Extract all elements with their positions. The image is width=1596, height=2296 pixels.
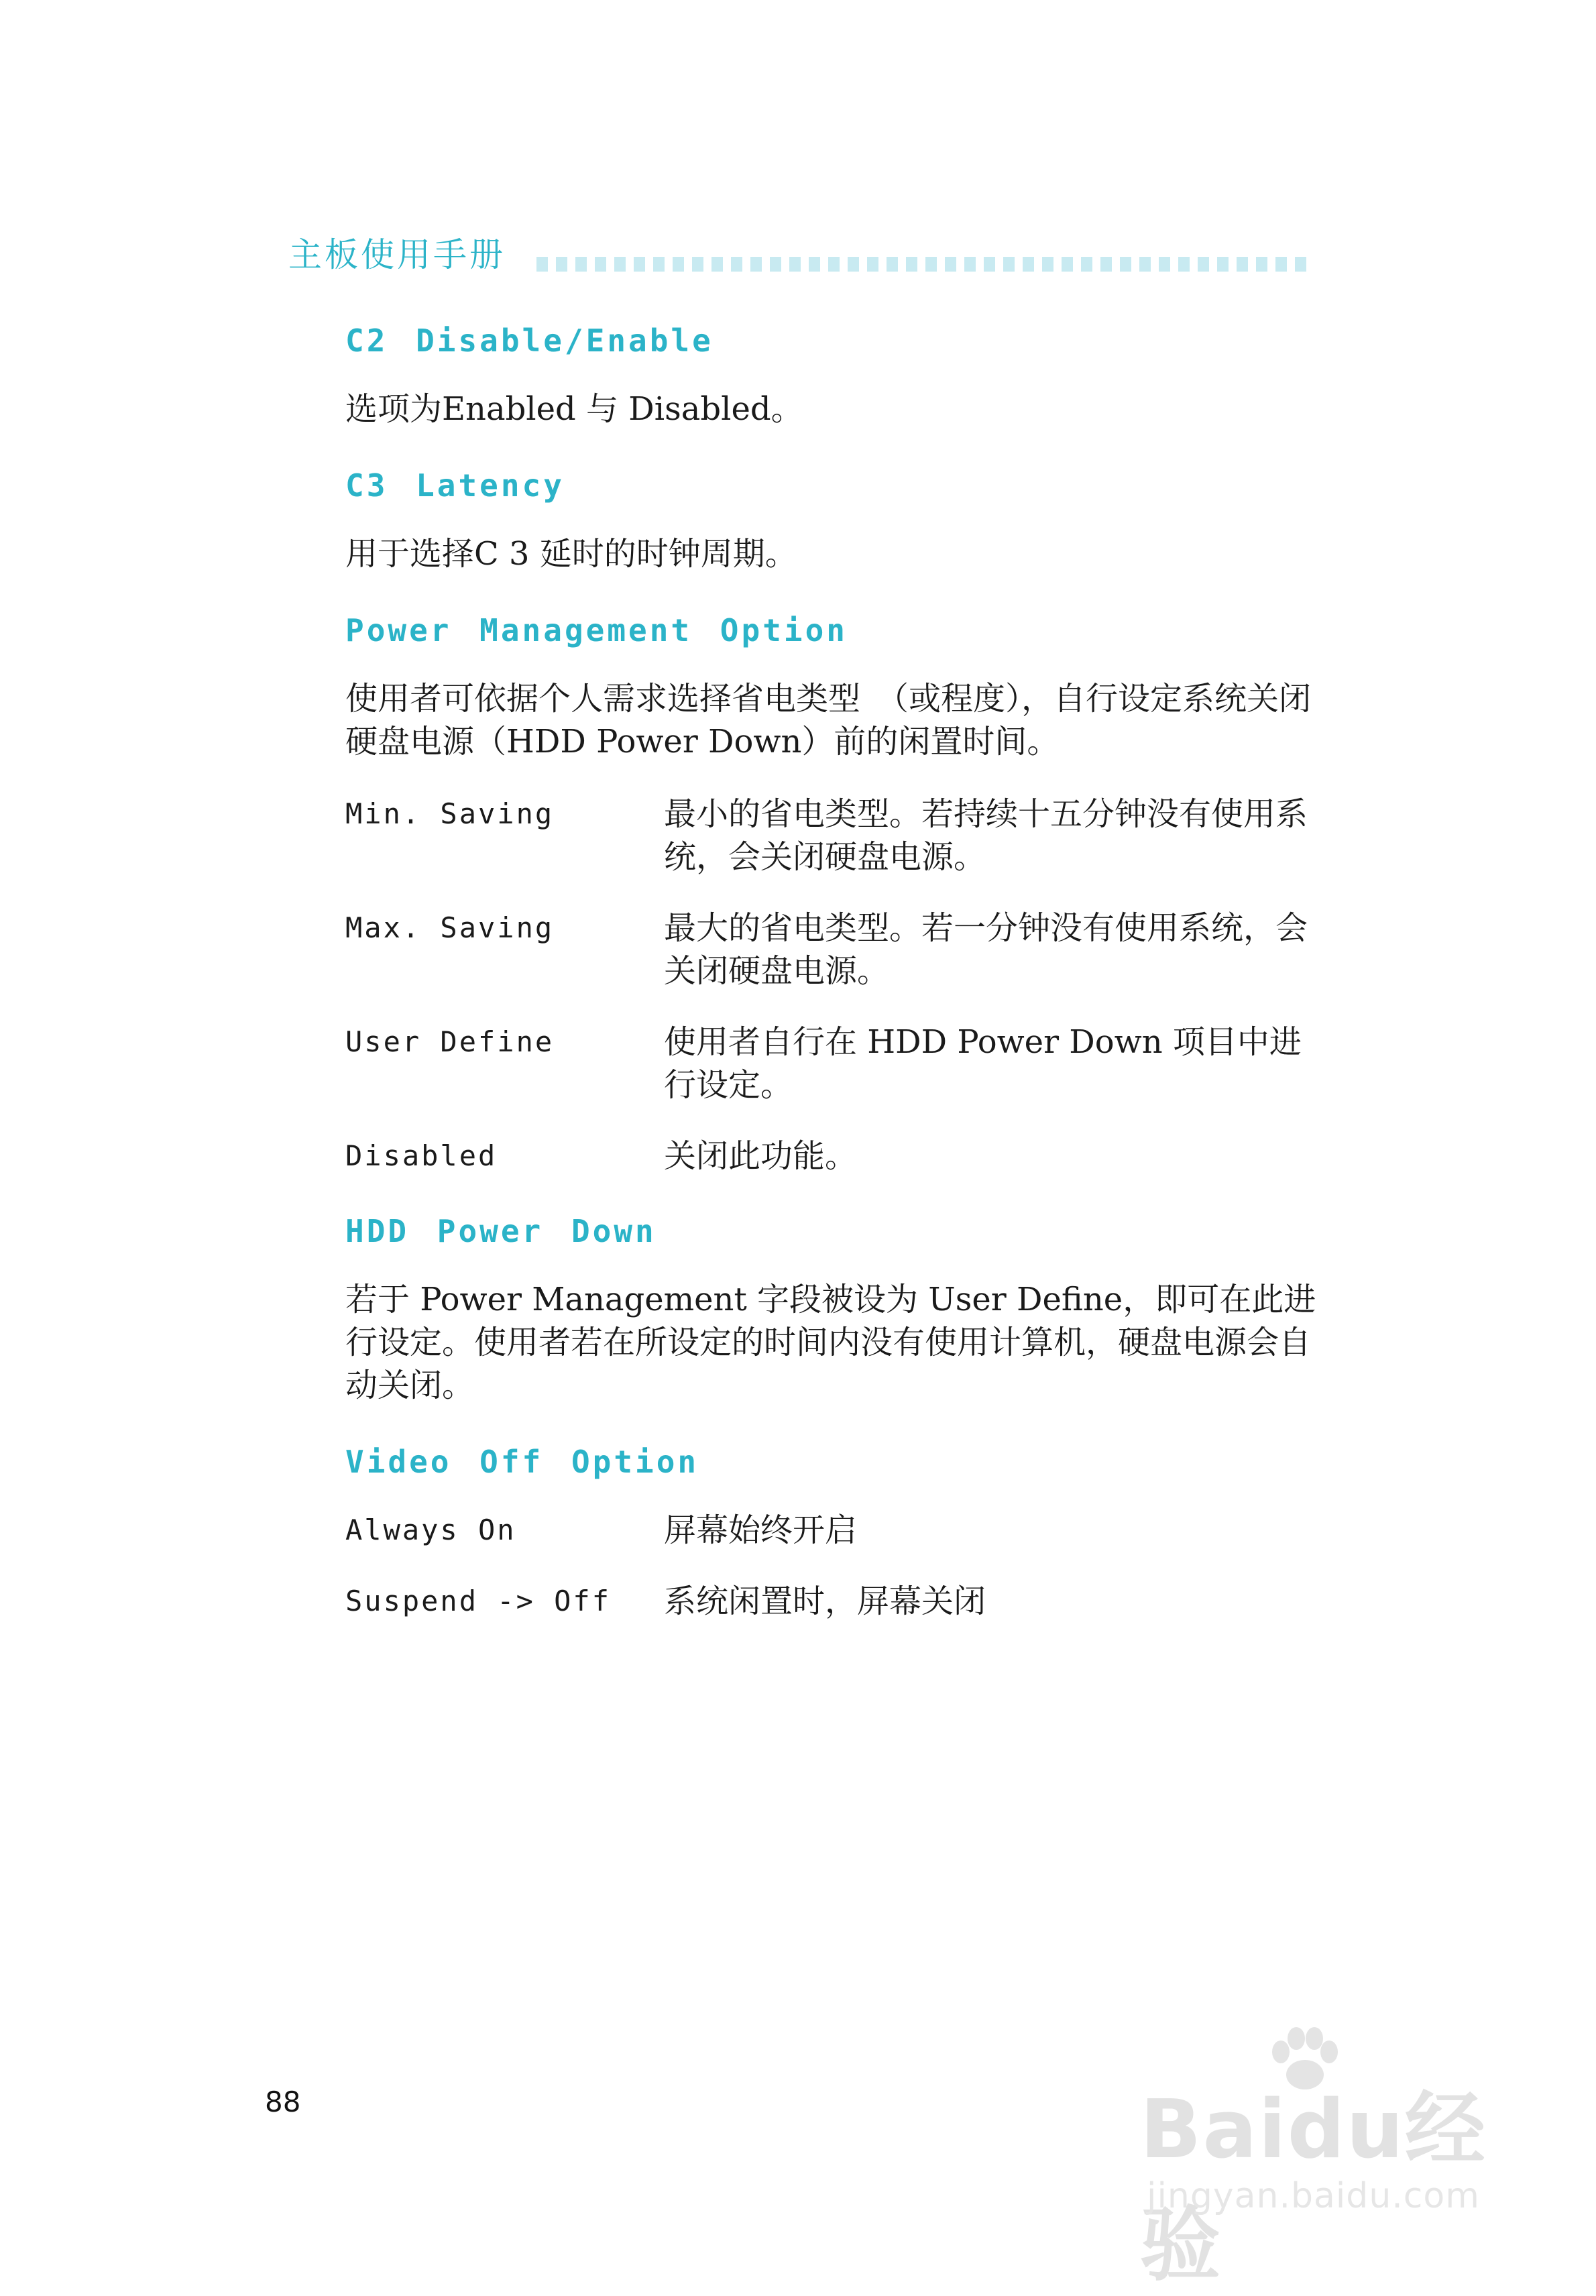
section-heading: HDD Power Down [345,1213,657,1249]
section-heading: C2 Disable/Enable [345,323,714,359]
watermark-url: jingyan.baidu.com [1147,2176,1480,2216]
section-paragraph: 若于 Power Management 字段被设为 User Define，即可在此进行设定。使用者若在所设定的时间内没有使用计算机，硬盘电源会自动关闭。 [345,1281,1316,1404]
option-term: Min. Saving [345,797,555,830]
baidu-watermark [1133,2025,1509,2292]
option-term: Always On [345,1513,516,1546]
option-row [345,1580,1318,1623]
option-desc: 最小的省电类型。若持续十五分钟没有使用系统，会关闭硬盘电源。 [664,795,1308,876]
option-term: Max. Saving [345,911,555,944]
watermark-logo: Baidu经验 [1140,2083,1487,2292]
option-desc: 系统闲置时，屏幕关闭 [664,1583,986,1620]
header-dotted-rule [536,257,1308,272]
section-heading: C3 Latency [345,467,565,504]
option-row [345,793,1318,878]
option-row [345,1021,1318,1106]
section-paragraph: 用于选择C 3 延时的时钟周期。 [345,535,797,573]
option-desc: 使用者自行在 HDD Power Down 项目中进行设定。 [664,1023,1302,1104]
option-row [345,907,1318,992]
page-number: 88 [265,2085,301,2118]
section-paragraph: 选项为Enabled 与 Disabled。 [345,390,803,428]
option-desc: 关闭此功能。 [664,1137,858,1175]
section-paragraph: 使用者可依据个人需求选择省电类型 （或程度），自行设定系统关闭硬盘电源（HDD Power Down）前的闲置时间。 [345,680,1312,760]
option-row [345,1135,1318,1178]
page-content [345,315,1318,1651]
section-heading: Video Off Option [345,1444,699,1480]
option-row [345,1509,1318,1552]
option-term: Suspend -> Off [345,1585,612,1617]
running-header [288,228,506,276]
option-desc: 屏幕始终开启 [664,1511,858,1549]
option-desc: 最大的省电类型。若一分钟没有使用系统，会关闭硬盘电源。 [664,909,1308,990]
option-term: Disabled [345,1139,498,1172]
option-term: User Define [345,1025,555,1058]
section-heading: Power Management Option [345,612,848,648]
manual-title: 主板使用手册 [288,235,506,274]
